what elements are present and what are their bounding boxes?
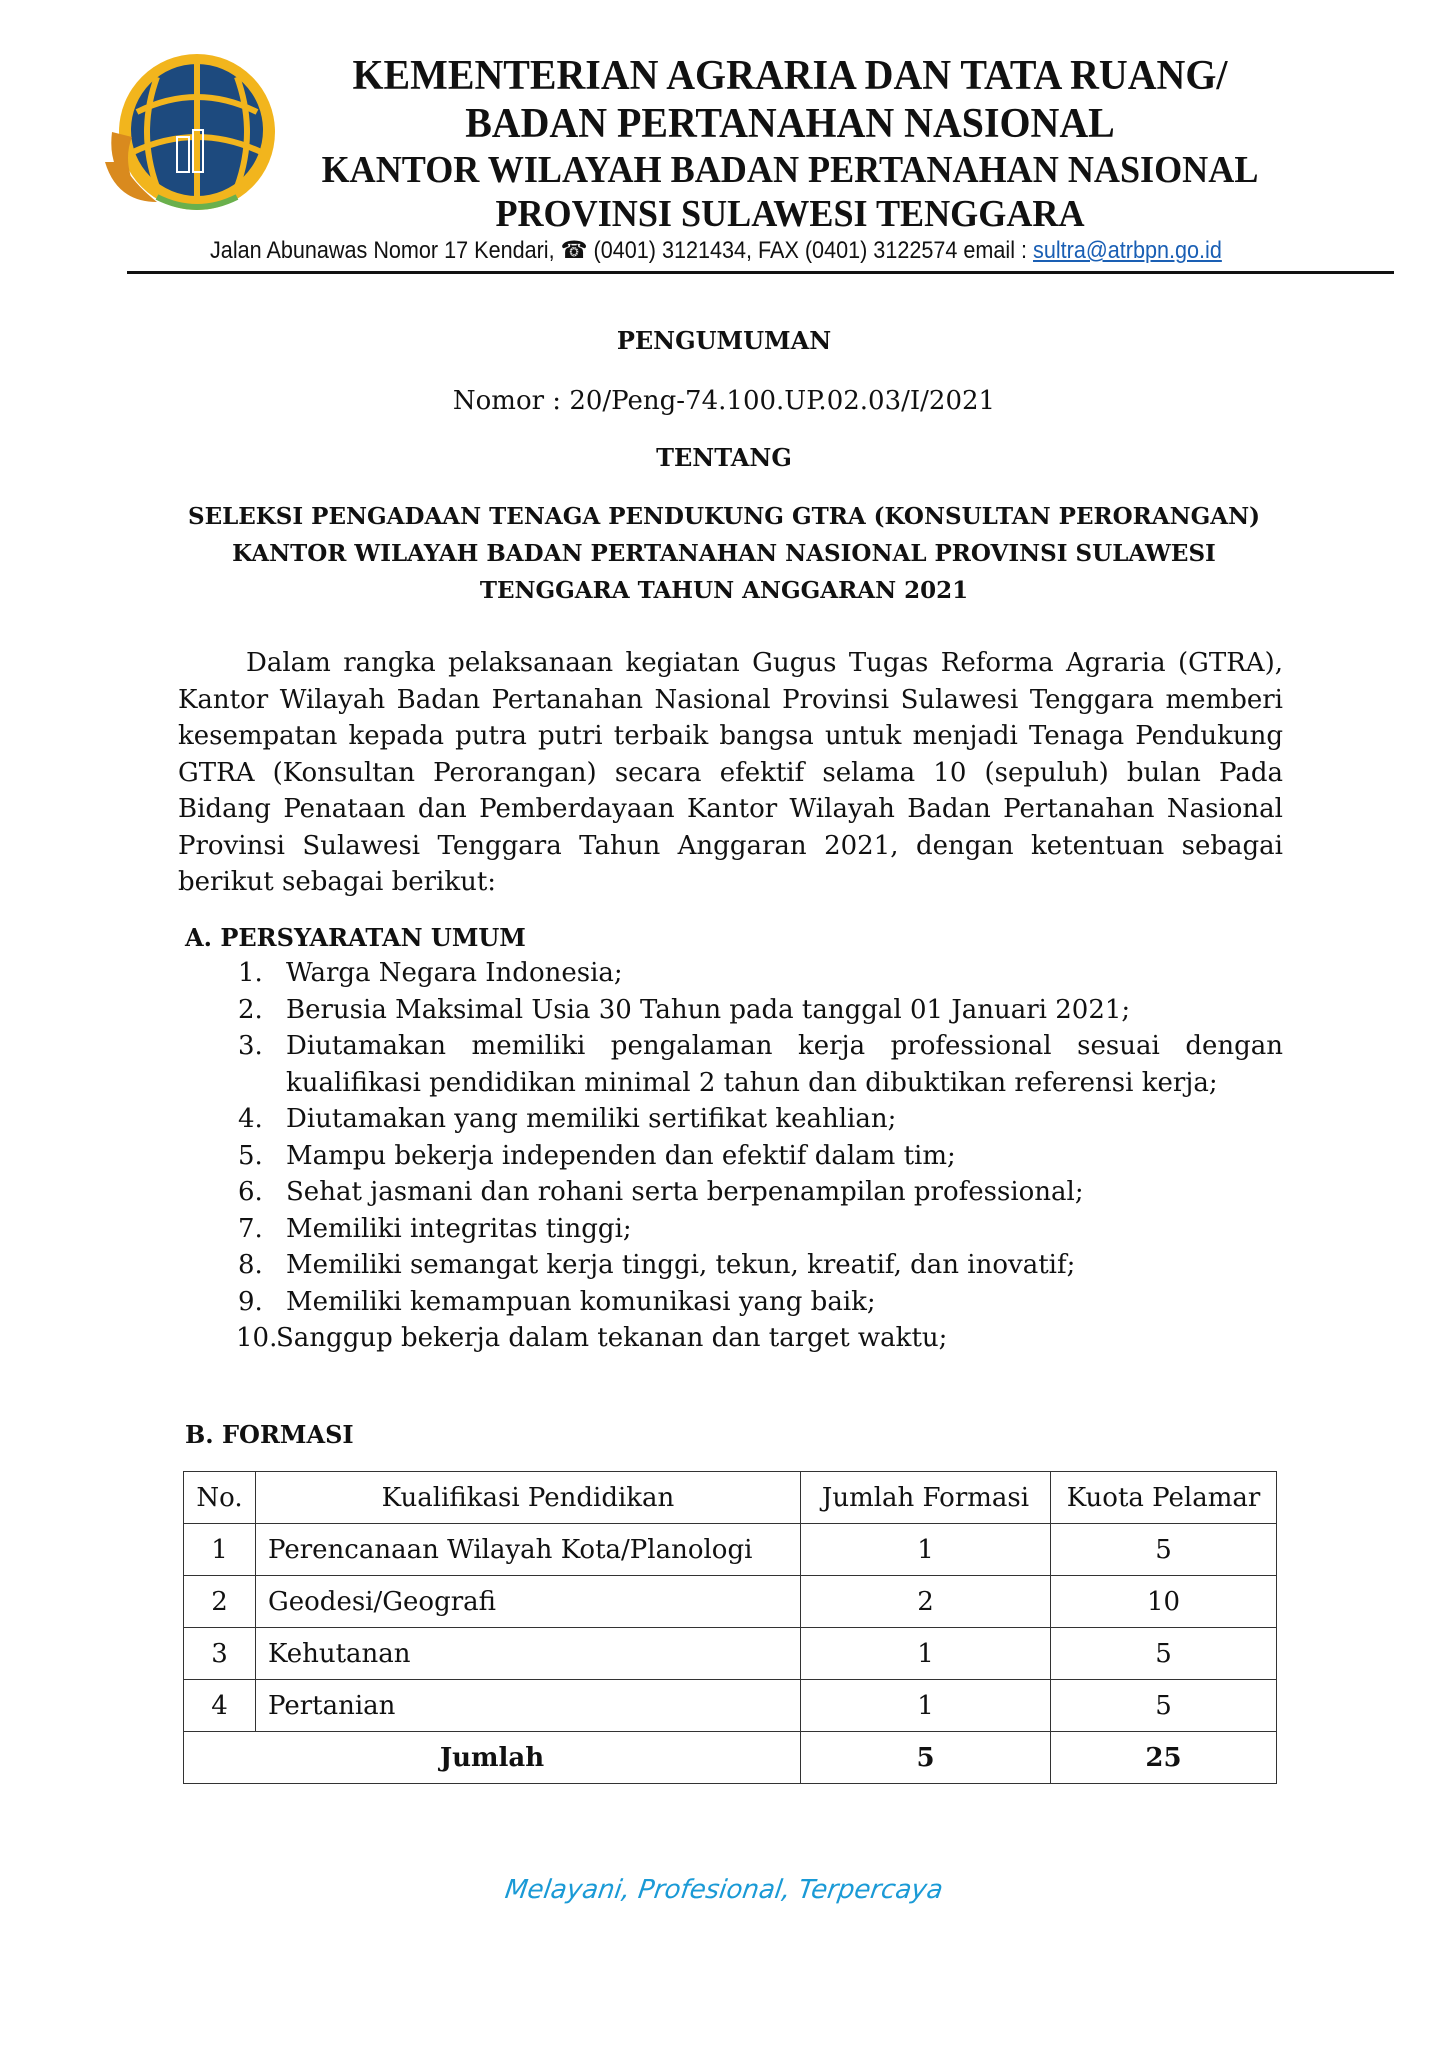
- total-kuota: 25: [1051, 1732, 1277, 1784]
- table-cell: 5: [1051, 1680, 1277, 1732]
- item-text: Memiliki kemampuan komunikasi yang baik;: [286, 1286, 876, 1317]
- table-cell: Pertanian: [256, 1680, 801, 1732]
- address-text: Jalan Abunawas Nomor 17 Kendari, ☎ (0401) 3121434, FAX (0401) 3122574 email :: [210, 237, 1034, 264]
- table-row: [184, 1680, 1277, 1732]
- item-number: 5.: [238, 1140, 263, 1171]
- list-item: [238, 1211, 1283, 1248]
- col-kualifikasi: Kualifikasi Pendidikan: [256, 1472, 801, 1524]
- table-cell: Perencanaan Wilayah Kota/Planologi: [256, 1524, 801, 1576]
- subject-line-2: KANTOR WILAYAH BADAN PERTANAHAN NASIONAL PROVINSI SULAWESI: [232, 540, 1216, 567]
- intro-paragraph: Dalam rangka pelaksanaan kegiatan Gugus Tugas Reforma Agraria (GTRA), Kantor Wilayah Badan Pertanahan Nasional Provinsi Sulawesi Tenggara memberi kesempatan kepada putra putri terbaik bangsa untuk menjadi Tenaga Pendukung GTRA (Konsultan Perorangan) secara efektif selama 10 (sepuluh) bulan Pada Bidang Penataan dan Pemberdayaan Kantor Wilayah Badan Pertanahan Nasional Provinsi Sulawesi Tenggara Tahun Anggaran 2021, dengan ketentuan sebagai berikut sebagai berikut:: [178, 648, 1283, 897]
- table-cell: Geodesi/Geografi: [256, 1576, 801, 1628]
- item-text: Mampu bekerja independen dan efektif dalam tim;: [286, 1140, 956, 1171]
- table-header-row: [184, 1472, 1277, 1524]
- item-number: 7.: [238, 1213, 263, 1244]
- table-cell: 2: [184, 1576, 256, 1628]
- bpn-logo: [97, 42, 287, 232]
- list-item: [238, 1247, 1283, 1284]
- tentang-label: TENTANG: [656, 443, 792, 472]
- header-divider: [127, 271, 1394, 274]
- list-item: [238, 1284, 1283, 1321]
- table-cell: 2: [801, 1576, 1051, 1628]
- col-jumlah-formasi: Jumlah Formasi: [801, 1472, 1051, 1524]
- table-cell: 1: [184, 1524, 256, 1576]
- list-item: [236, 1320, 1283, 1357]
- item-text: Memiliki semangat kerja tinggi, tekun, kreatif, dan inovatif;: [286, 1250, 1076, 1280]
- letterhead-line-1: KEMENTERIAN AGRARIA DAN TATA RUANG/: [352, 53, 1228, 99]
- total-formasi: 5: [801, 1732, 1051, 1784]
- motto: Melayani, Profesional, Terpercaya: [503, 1875, 945, 1905]
- letterhead-address: [210, 236, 1222, 265]
- table-row: [184, 1576, 1277, 1628]
- list-item: [238, 1101, 1283, 1138]
- table-cell: 4: [184, 1680, 256, 1732]
- item-number: 9.: [238, 1286, 263, 1317]
- table-row: [184, 1628, 1277, 1680]
- list-item: [238, 1028, 1283, 1101]
- formasi-table: [183, 1471, 1277, 1784]
- col-no: No.: [184, 1472, 256, 1524]
- list-item: [238, 1138, 1283, 1175]
- requirements-list: [238, 955, 1283, 1357]
- item-number: 3.: [238, 1031, 263, 1061]
- item-number: 4.: [238, 1104, 263, 1134]
- section-b-heading: B. FORMASI: [185, 1420, 354, 1449]
- item-text: Memiliki integritas tinggi;: [286, 1213, 632, 1244]
- letterhead-line-2: BADAN PERTANAHAN NASIONAL: [465, 101, 1115, 147]
- document-title: PENGUMUMAN: [616, 326, 832, 355]
- list-item: [238, 1174, 1283, 1211]
- email-link[interactable]: sultra@atrbpn.go.id: [1033, 237, 1222, 264]
- section-a-heading: A. PERSYARATAN UMUM: [185, 923, 526, 952]
- col-kuota-pelamar: Kuota Pelamar: [1051, 1472, 1277, 1524]
- item-number: 1.: [238, 958, 263, 988]
- letterhead-line-3: KANTOR WILAYAH BADAN PERTANAHAN NASIONAL: [321, 149, 1259, 191]
- item-number: 2.: [238, 994, 263, 1025]
- item-text: Warga Negara Indonesia;: [286, 958, 623, 988]
- item-number: 10.: [236, 1323, 278, 1353]
- table-cell: 5: [1051, 1524, 1277, 1576]
- table-cell: 5: [1051, 1628, 1277, 1680]
- table-row: [184, 1524, 1277, 1576]
- subject-line-1: SELEKSI PENGADAAN TENAGA PENDUKUNG GTRA (KONSULTAN PERORANGAN): [187, 503, 1261, 530]
- list-item: [238, 992, 1283, 1029]
- item-text: Sanggup bekerja dalam tekanan dan target waktu;: [276, 1323, 948, 1353]
- item-text: Berusia Maksimal Usia 30 Tahun pada tanggal 01 Januari 2021;: [286, 994, 1131, 1025]
- table-cell: 10: [1051, 1576, 1277, 1628]
- subject-line-3: TENGGARA TAHUN ANGGARAN 2021: [479, 577, 969, 604]
- table-cell: 1: [801, 1628, 1051, 1680]
- item-text: Sehat jasmani dan rohani serta berpenampilan professional;: [286, 1177, 1084, 1207]
- item-number: 6.: [238, 1177, 263, 1207]
- document-number: Nomor : 20/Peng-74.100.UP.02.03/I/2021: [452, 386, 996, 416]
- table-cell: 1: [801, 1524, 1051, 1576]
- table-cell: 3: [184, 1628, 256, 1680]
- item-text: Diutamakan yang memiliki sertifikat keahlian;: [286, 1104, 897, 1134]
- item-number: 8.: [238, 1250, 263, 1280]
- table-cell: Kehutanan: [256, 1628, 801, 1680]
- item-text: Diutamakan memiliki pengalaman kerja professional sesuai dengan kualifikasi pendidikan minimal 2 tahun dan dibuktikan referensi kerja;: [286, 1031, 1283, 1098]
- table-total-row: [184, 1732, 1277, 1784]
- table-cell: 1: [801, 1680, 1051, 1732]
- list-item: [238, 955, 1283, 992]
- total-label: Jumlah: [184, 1732, 801, 1784]
- letterhead-line-4: PROVINSI SULAWESI TENGGARA: [495, 193, 1085, 235]
